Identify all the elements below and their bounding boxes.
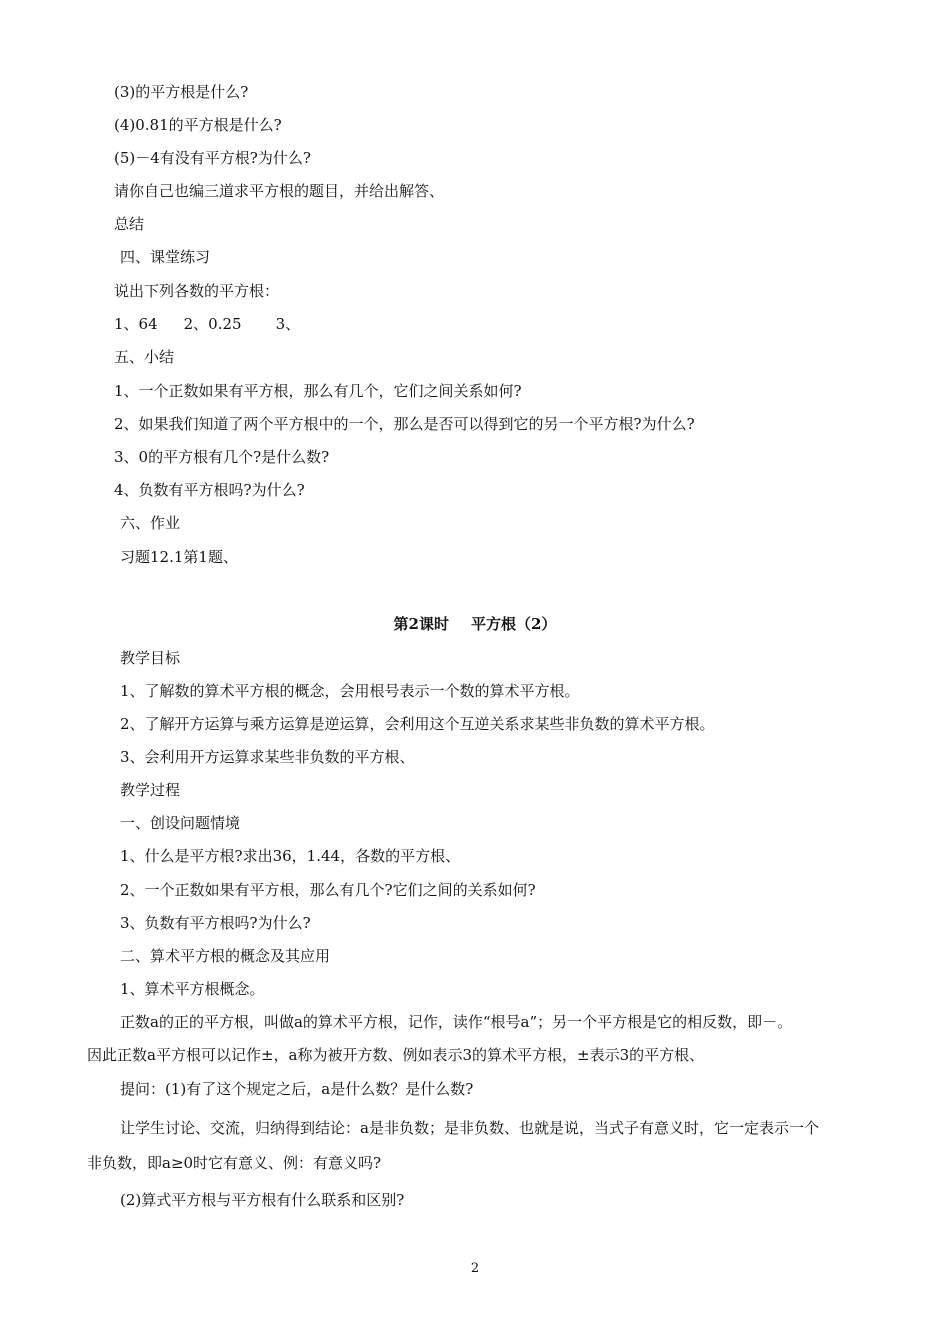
conclusion-paragraph-line: 非负数，即a≥0时它有意义、例：有意义吗?: [87, 1154, 382, 1172]
goals-heading: 教学目标: [120, 649, 181, 667]
definition-paragraph-line: 因此正数a平方根可以记作±，a称为被开方数、例如表示3的算术平方根，±表示3的平方根、: [87, 1046, 705, 1064]
question-1: 提问：(1)有了这个规定之后，a是什么数？是什么数?: [120, 1080, 474, 1098]
wrap-up-heading: 五、小结: [114, 348, 175, 366]
question-2: (2)算式平方根与平方根有什么联系和区别?: [120, 1191, 405, 1209]
classroom-practice-heading: 四、课堂练习: [120, 248, 211, 266]
summary-label: 总结: [114, 215, 145, 233]
definition-paragraph-line: 正数a的正的平方根，叫做a的算术平方根，记作，读作“根号a”；另一个平方根是它的相反数，即－。: [120, 1013, 793, 1031]
lesson-title-part1: 第2课时: [393, 615, 449, 633]
practice-item: 1、64: [114, 315, 158, 333]
homework-text: 习题12.1第1题、: [120, 548, 238, 566]
wrap-up-item: 3、0的平方根有几个?是什么数?: [114, 448, 330, 466]
classroom-practice-items: [114, 314, 300, 334]
part1-item: 2、一个正数如果有平方根，那么有几个?它们之间的关系如何?: [120, 881, 536, 899]
goal-item: 2、了解开方运算与乘方运算是逆运算，会利用这个互逆关系求某些非负数的算术平方根。: [120, 715, 715, 733]
wrap-up-item: 2、如果我们知道了两个平方根中的一个，那么是否可以得到它的另一个平方根?为什么?: [114, 415, 695, 433]
homework-heading: 六、作业: [120, 514, 181, 532]
question-5: (5)－4有没有平方根?为什么?: [114, 149, 311, 167]
goal-item: 1、了解数的算术平方根的概念，会用根号表示一个数的算术平方根。: [120, 682, 580, 700]
goal-item: 3、会利用开方运算求某些非负数的平方根、: [120, 748, 415, 766]
lesson-title: [0, 614, 950, 634]
part1-heading: 一、创设问题情境: [120, 814, 241, 832]
self-made-problems: 请你自己也编三道求平方根的题目，并给出解答、: [114, 182, 445, 200]
practice-item: 3、: [275, 315, 301, 333]
practice-item: 2、0.25: [183, 315, 242, 333]
question-4: (4)0.81的平方根是什么?: [114, 116, 282, 134]
classroom-practice-prompt: 说出下列各数的平方根：: [114, 282, 280, 300]
lesson-title-part2: 平方根（2）: [470, 615, 557, 633]
conclusion-paragraph-line: 让学生讨论、交流，归纳得到结论：a是非负数；是非负数、也就是说，当式子有意义时，它一定表示一个: [120, 1119, 819, 1137]
question-3: (3)的平方根是什么?: [114, 83, 249, 101]
wrap-up-item: 1、一个正数如果有平方根，那么有几个，它们之间关系如何?: [114, 382, 522, 400]
concept-heading: 1、算术平方根概念。: [120, 980, 265, 998]
process-heading: 教学过程: [120, 781, 181, 799]
wrap-up-item: 4、负数有平方根吗?为什么?: [114, 481, 305, 499]
part2-heading: 二、算术平方根的概念及其应用: [120, 947, 331, 965]
part1-item: 1、什么是平方根?求出36，1.44，各数的平方根、: [120, 847, 461, 865]
part1-item: 3、负数有平方根吗?为什么?: [120, 914, 311, 932]
page-number: 2: [470, 1261, 480, 1276]
